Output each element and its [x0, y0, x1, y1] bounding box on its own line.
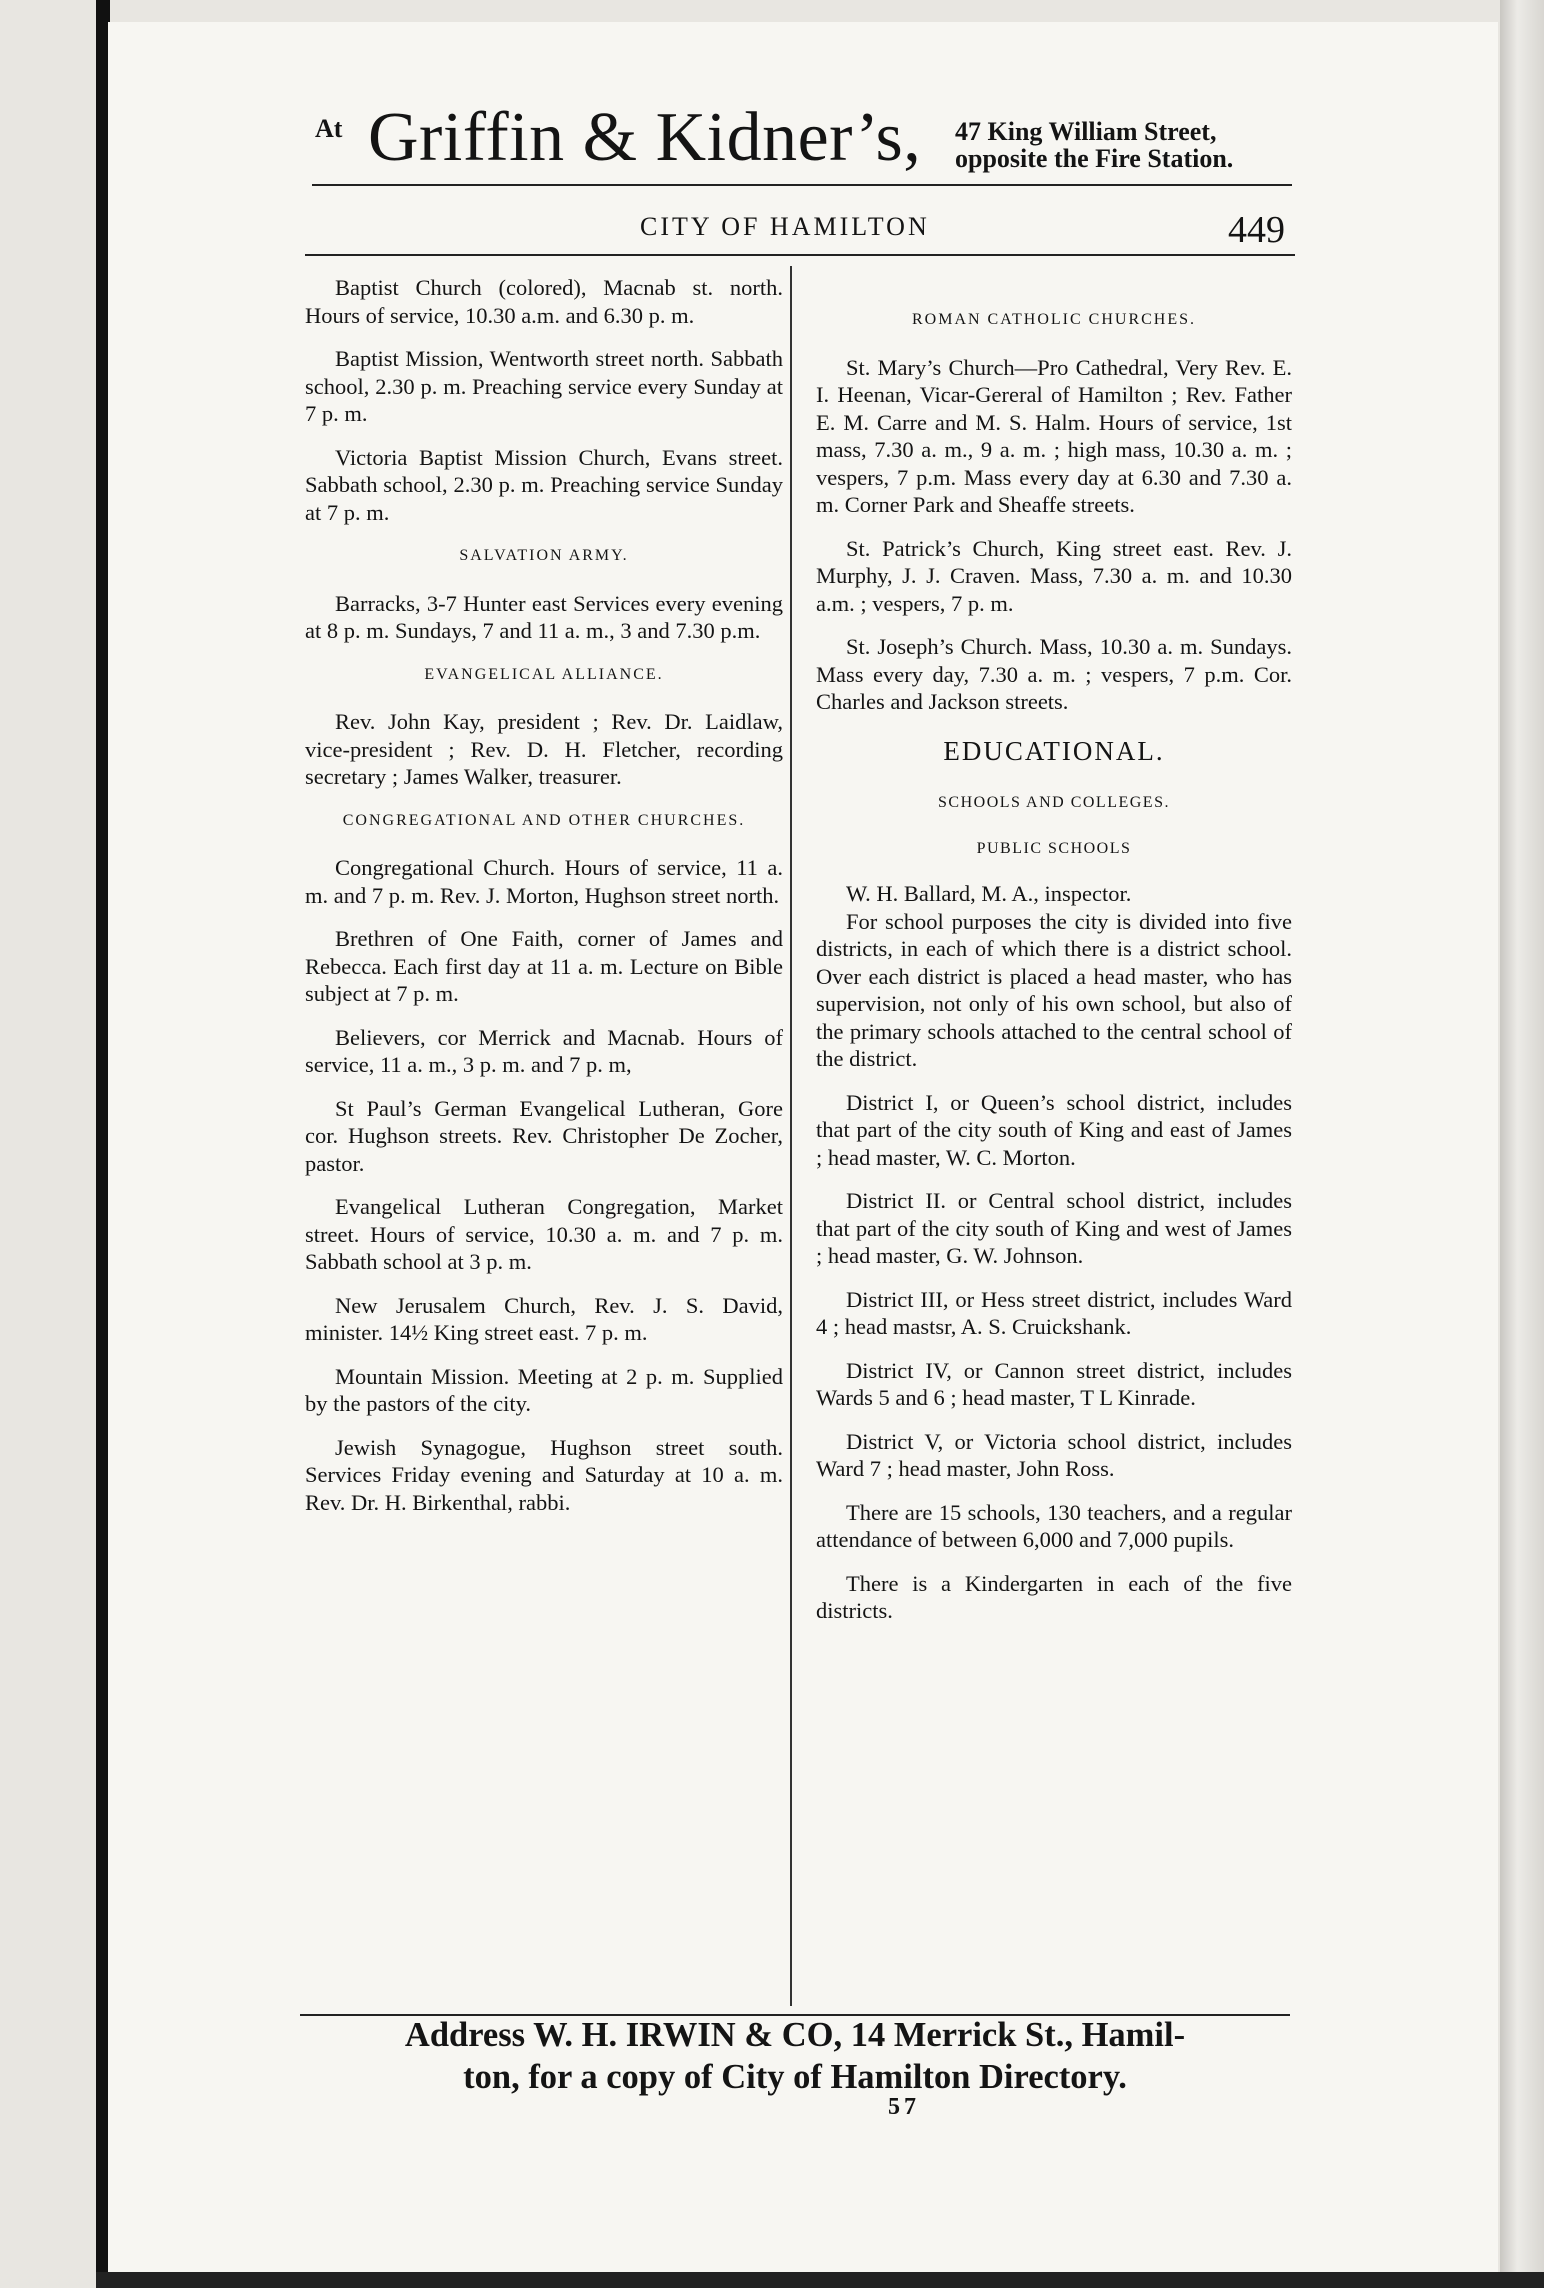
section-heading: PUBLIC SCHOOLS	[976, 839, 1132, 857]
ad-at: At	[315, 114, 343, 143]
header-rule-top	[312, 184, 1292, 186]
column-divider	[790, 266, 792, 2006]
directory-entry: Evangelical Lutheran Congregation, Market street. Hours of service, 10.30 a. m. and 7 p. m. Sabbath school at 3 p. m.	[305, 1194, 783, 1274]
ad-address-line1: 47 King William Street,	[955, 117, 1217, 146]
scan-bottom-edge	[96, 2272, 1544, 2288]
ad-address-line2: opposite the Fire Station.	[955, 144, 1234, 173]
directory-entry: District IV, or Cannon street district, includes Wards 5 and 6 ; head master, T L Kinrade.	[816, 1357, 1292, 1410]
section-heading: SCHOOLS AND COLLEGES.	[938, 794, 1170, 811]
directory-entry: St. Patrick’s Church, King street east. Rev. J. Murphy, J. J. Craven. Mass, 7.30 a. m. and 10.30 a.m. ; vespers, 7 p. m.	[816, 535, 1292, 616]
footer-line-1: Address W. H. IRWIN & CO, 14 Merrick St., Hamil-	[404, 2016, 1186, 2054]
directory-entry: District II. or Central school district, includes that part of the city south of King and west of James ; head master, G. W. Johnson.	[816, 1188, 1292, 1268]
directory-entry: St. Mary’s Church—Pro Cathedral, Very Rev. E. I. Heenan, Vicar-Gereral of Hamilton ; Rev. Father E. M. Carre and M. S. Halm. Hours of service, 1st mass, 7.30 a. m., 9 a. m. ; high mass, 10.30 a. m. ; vespers, 7 p.m. Mass every day at 6.30 and 7.30 a. m. Corner Park and Sheaffe streets.	[816, 354, 1292, 517]
directory-entry: Baptist Church (colored), Macnab st. north. Hours of service, 10.30 a.m. and 6.30 p. m.	[305, 275, 783, 328]
advertisement-header	[315, 100, 1295, 180]
directory-entry: For school purposes the city is divided into five districts, in each of which there is a district school. Over each district is placed a head master, who has supervision, not only of his own school, but also of the primary schools attached to the central school of the district.	[816, 908, 1292, 1071]
ad-business-name: Griffin & Kidner’s,	[368, 99, 922, 176]
directory-entry: District III, or Hess street district, includes Ward 4 ; head mastsr, A. S. Cruickshank.	[816, 1286, 1292, 1339]
running-head: CITY OF HAMILTON	[640, 212, 930, 241]
section-heading: EDUCATIONAL.	[943, 735, 1165, 766]
directory-entry: Rev. John Kay, president ; Rev. Dr. Laidlaw, vice-president ; Rev. D. H. Fletcher, recording secretary ; James Walker, treasurer.	[305, 709, 783, 789]
directory-entry: W. H. Ballard, M. A., inspector.	[846, 881, 1132, 906]
left-column	[305, 274, 783, 1532]
footer-line-2: ton, for a copy of City of Hamilton Directory.	[463, 2058, 1127, 2096]
scan-right-edge	[1500, 0, 1544, 2288]
directory-entry: Baptist Mission, Wentworth street north. Sabbath school, 2.30 p. m. Preaching service every Sunday at 7 p. m.	[305, 346, 783, 426]
directory-entry: There is a Kindergarten in each of the five districts.	[816, 1570, 1292, 1623]
right-column	[816, 292, 1292, 1641]
directory-entry: Mountain Mission. Meeting at 2 p. m. Supplied by the pastors of the city.	[305, 1363, 783, 1416]
directory-entry: Jewish Synagogue, Hughson street south. Services Friday evening and Saturday at 10 a. m. Rev. Dr. H. Birkenthal, rabbi.	[305, 1434, 783, 1515]
section-heading: ROMAN CATHOLIC CHURCHES.	[911, 311, 1197, 328]
page-number: 449	[1228, 209, 1285, 251]
directory-entry: Barracks, 3-7 Hunter east Services every evening at 8 p. m. Sundays, 7 and 11 a. m., 3 and 7.30 p.m.	[305, 590, 783, 643]
section-heading: SALVATION ARMY.	[459, 547, 629, 564]
directory-entry: St. Joseph’s Church. Mass, 10.30 a. m. Sundays. Mass every day, 7.30 a. m. ; vespers, 7 p.m. Cor. Charles and Jackson streets.	[816, 634, 1292, 714]
folio-mark: 57	[888, 2094, 920, 2120]
section-heading: EVANGELICAL ALLIANCE.	[424, 665, 664, 683]
directory-entry: Congregational Church. Hours of service, 11 a. m. and 7 p. m. Rev. J. Morton, Hughson street north.	[305, 855, 783, 908]
header-rule-bottom	[305, 254, 1295, 256]
directory-entry: There are 15 schools, 130 teachers, and a regular attendance of between 6,000 and 7,000 pupils.	[816, 1499, 1292, 1552]
ad-address	[955, 118, 1233, 172]
directory-entry: Believers, cor Merrick and Macnab. Hours of service, 11 a. m., 3 p. m. and 7 p. m,	[305, 1024, 783, 1077]
directory-entry: District V, or Victoria school district, includes Ward 7 ; head master, John Ross.	[816, 1428, 1292, 1481]
directory-entry: Brethren of One Faith, corner of James and Rebecca. Each first day at 11 a. m. Lecture on Bible subject at 7 p. m.	[305, 926, 783, 1006]
directory-entry: St Paul’s German Evangelical Lutheran, Gore cor. Hughson streets. Rev. Christopher De Zocher, pastor.	[305, 1095, 783, 1176]
directory-entry: District I, or Queen’s school district, includes that part of the city south of King and east of James ; head master, W. C. Morton.	[816, 1089, 1292, 1170]
directory-entry: Victoria Baptist Mission Church, Evans street. Sabbath school, 2.30 p. m. Preaching service Sunday at 7 p. m.	[305, 444, 783, 525]
directory-entry: New Jerusalem Church, Rev. J. S. David, minister. 14½ King street east. 7 p. m.	[305, 1292, 783, 1345]
section-heading: CONGREGATIONAL AND OTHER CHURCHES.	[342, 811, 746, 829]
